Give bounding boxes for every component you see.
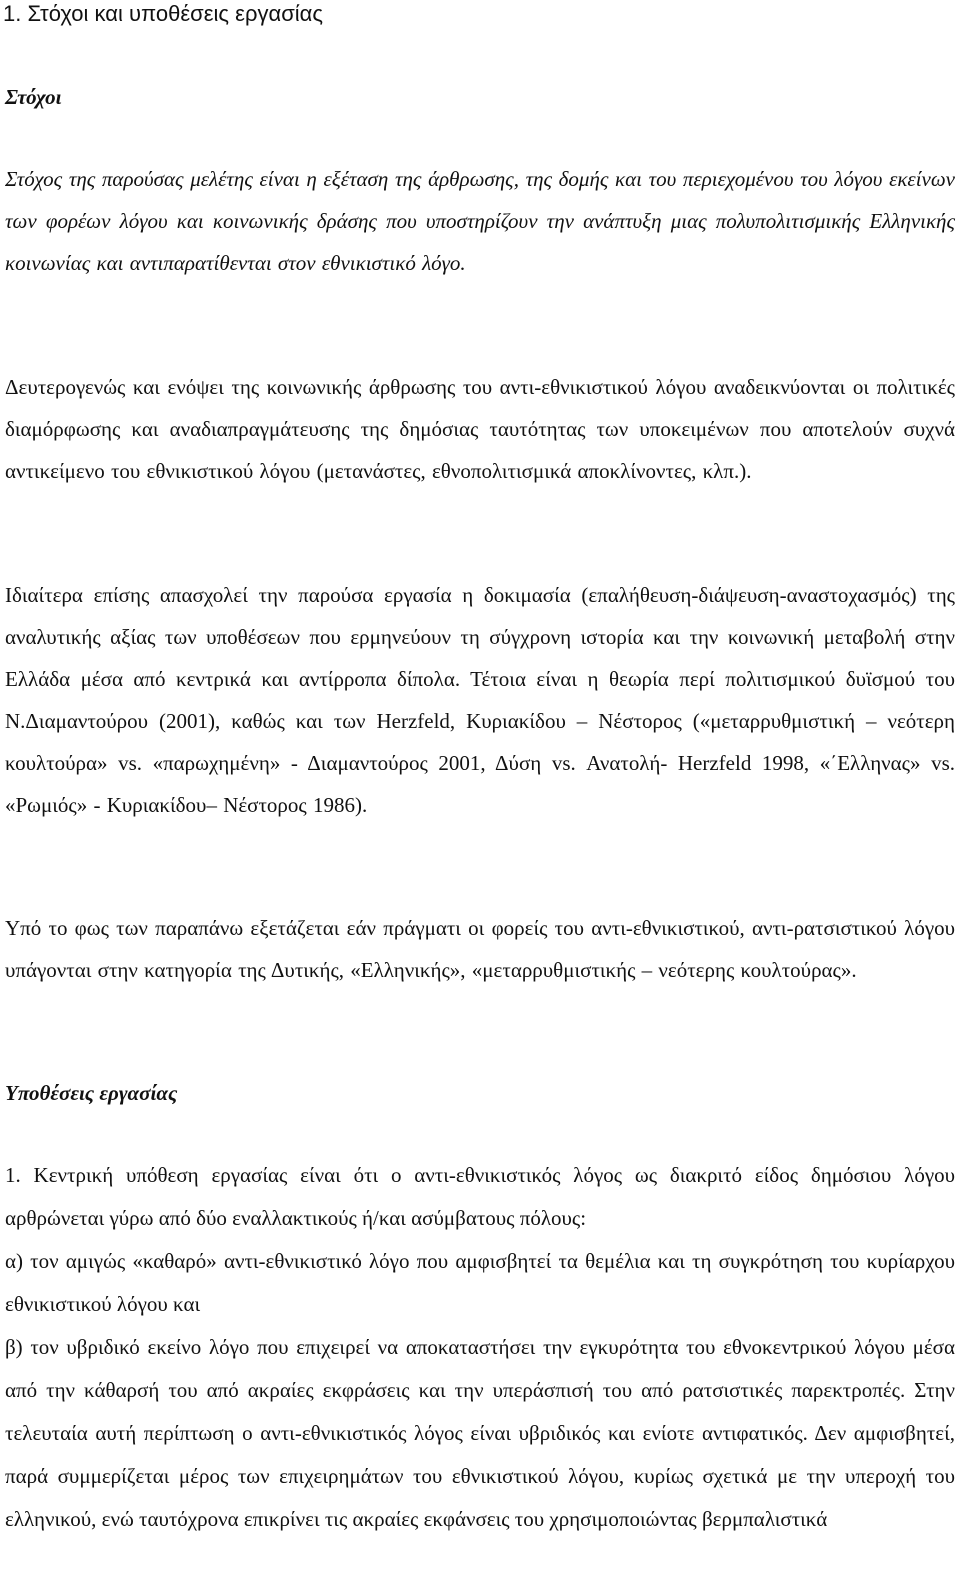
hypothesis-1a: α) τον αμιγώς «καθαρό» αντι-εθνικιστικό λόγο που αμφισβητεί τα θεμέλια και τη συγκρότηση του κυρίαρχου εθνικιστικού λόγου και — [5, 1249, 955, 1316]
section-heading: 1. Στόχοι και υποθέσεις εργασίας — [3, 1, 323, 26]
paragraph-secondary-aims: Δευτερογενώς και ενόψει της κοινωνικής άρθρωσης του αντι-εθνικιστικού λόγου αναδεικνύονται οι πολιτικές διαμόρφωσης και αναδιαπραγμάτευσης της δημόσιας ταυτότητας των υποκειμένων που αποτελούν συχνά αντικείμενο του εθνικιστικού λόγου (μετανάστες, εθνοπολιτισμικά αποκλίνοντες, κλπ.). — [5, 375, 955, 483]
hypotheses-title: Υποθέσεις εργασίας — [5, 1081, 178, 1105]
hypothesis-1b: β) τον υβριδικό εκείνο λόγο που επιχειρεί να αποκαταστήσει την εγκυρότητα του εθνοκεντρικού λόγου μέσα από την κάθαρσή του από ακραίες εκφράσεις και την υπεράσπισή του από ρατσιστικές παρεκτροπές. Στην τελευταία αυτή περίπτωση ο αντι-εθνικιστικός λόγος είναι υβριδικός και ενίοτε αντιφατικός. Δεν αμφισβητεί, παρά συμμερίζεται μέρος των επιχειρημάτων του εθνικιστικού λόγου, κυρίως σχετικά με την υπεροχή του ελληνικού, ενώ ταυτόχρονα επικρίνει τις ακραίες εκφάνσεις του χρησιμοποιώντας βερμπαλιστικά — [5, 1335, 955, 1531]
paragraph-western-culture: Υπό το φως των παραπάνω εξετάζεται εάν πράγματι οι φορείς του αντι-εθνικιστικού, αντι-ρατσιστικού λόγου υπάγονται στην κατηγορία της Δυτικής, «Ελληνικής», «μεταρρυθμιστικής – νεότερης κουλτούρας». — [5, 916, 955, 982]
goals-title: Στόχοι — [5, 85, 62, 109]
paragraph-dualism-hypotheses: Ιδιαίτερα επίσης απασχολεί την παρούσα εργασία η δοκιμασία (επαλήθευση-διάψευση-αναστοχασμός) της αναλυτικής αξίας των υποθέσεων που ερμηνεύουν τη σύγχρονη ιστορία και την κοινωνική μεταβολή στην Ελλάδα μέσα από κεντρικά και αντίρροπα δίπολα. Τέτοια είναι η θεωρία περί πολιτισμικού δυϊσμού του Ν.Διαμαντούρου (2001), καθώς και των Herzfeld, Κυριακίδου – Νέστορος («μεταρρυθμιστική – νεότερη κουλτούρα» vs. «παρωχημένη» - Διαμαντούρος 2001, Δύση vs. Ανατολή- Herzfeld 1998, «΄Ελληνας» vs. «Ρωμιός» - Κυριακίδου– Νέστορος 1986). — [5, 583, 955, 817]
goals-paragraph: Στόχος της παρούσας μελέτης είναι η εξέταση της άρθρωσης, της δομής και του περιεχομένου του λόγου εκείνων των φορέων λόγου και κοινωνικής δράσης που υποστηρίζουν την ανάπτυξη μιας πολυπολιτισμικής Ελληνικής κοινωνίας και αντιπαρατίθενται στον εθνικιστικό λόγο. — [5, 167, 955, 275]
hypothesis-1: 1. Κεντρική υπόθεση εργασίας είναι ότι ο αντι-εθνικιστικός λόγος ως διακριτό είδος δημόσιου λόγου αρθρώνεται γύρω από δύο εναλλακτικούς ή/και ασύμβατους πόλους: — [5, 1163, 955, 1230]
